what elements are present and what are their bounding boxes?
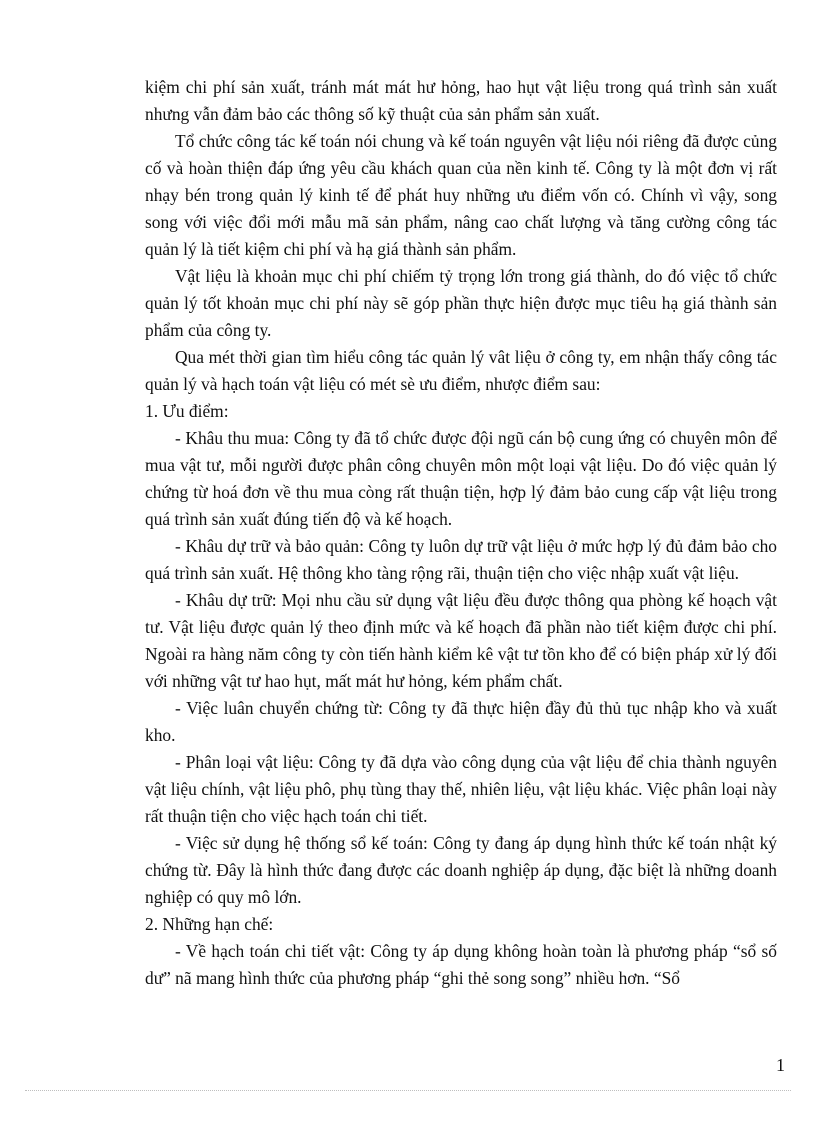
paragraph-observation-intro: Qua mét thời gian tìm hiểu công tác quản lý vât liệu ở công ty, em nhận thấy công tác quản lý và hạch toán vật liệu có mét sè ưu điểm, nhược điểm sau: [145, 347, 777, 394]
paragraph-detail-accounting: - Về hạch toán chi tiết vật: Công ty áp dụng không hoàn toàn là phương pháp “sổ số dư” nã mang hình thức của phương pháp “ghi thẻ song song” nhiều hơn. “Sổ [145, 941, 777, 988]
paragraph-document-flow: - Việc luân chuyển chứng từ: Công ty đã thực hiện đầy đủ thủ tục nhập kho và xuất kho. [145, 698, 777, 745]
document-body [145, 74, 777, 992]
section-heading-advantages: 1. Ưu điểm: [145, 401, 229, 421]
paragraph-reserve: - Khâu dự trữ: Mọi nhu cầu sử dụng vật liệu đều được thông qua phòng kế hoạch vật tư. Vật liệu được quản lý theo định mức và kế hoạch đã phần nào tiết kiệm được chi phí. Ngoài ra hàng năm công ty còn tiến hành kiểm kê vật tư tồn kho để có biện pháp xử lý đối với những vật tư hao hụt, mất mát hư hỏng, kém phẩm chất. [145, 590, 777, 691]
paragraph-ledger-system: - Việc sử dụng hệ thống sổ kế toán: Công ty đang áp dụng hình thức kế toán nhật ký chứng từ. Đây là hình thức đang được các doanh nghiệp áp dụng, đặc biệt là những doanh nghiệp có quy mô lớn. [145, 833, 777, 907]
paragraph-accounting-organization: Tổ chức công tác kế toán nói chung và kế toán nguyên vật liệu nói riêng đã được củng cố và hoàn thiện đáp ứng yêu cầu khách quan của nền kinh tế. Công ty là một đơn vị rất nhạy bén trong quản lý kinh tế để phát huy những ưu điểm vốn có. Chính vì vậy, song song với việc đổi mới mẫu mã sản phẩm, nâng cao chất lượng và tăng cường công tác quản lý là tiết kiệm chi phí và hạ giá thành sản phẩm. [145, 131, 777, 259]
page-number: 1 [776, 1055, 785, 1075]
section-heading-limitations: 2. Những hạn chế: [145, 914, 274, 934]
paragraph-storage: - Khâu dự trữ và bảo quản: Công ty luôn dự trữ vật liệu ở mức hợp lý đủ đảm bảo cho quá trình sản xuất. Hệ thông kho tàng rộng rãi, thuận tiện cho việc nhập xuất vật liệu. [145, 536, 777, 583]
paragraph-classification: - Phân loại vật liệu: Công ty đã dựa vào công dụng của vật liệu để chia thành nguyên vật liệu chính, vật liệu phô, phụ tùng thay thế, nhiên liệu, vật liệu khác. Việc phân loại này rất thuận tiện cho việc hạch toán chi tiết. [145, 752, 777, 826]
paragraph-continuation: kiệm chi phí sản xuất, tránh mát mát hư hỏng, hao hụt vật liệu trong quá trình sản xuất nhưng vẫn đảm bảo các thông số kỹ thuật của sản phẩm sản xuất. [145, 77, 777, 124]
paragraph-material-cost: Vật liệu là khoản mục chi phí chiếm tỷ trọng lớn trong giá thành, do đó việc tổ chức quản lý tốt khoản mục chi phí này sẽ góp phần thực hiện được mục tiêu hạ giá thành sản phẩm của công ty. [145, 266, 777, 340]
paragraph-purchasing: - Khâu thu mua: Công ty đã tổ chức được đội ngũ cán bộ cung ứng có chuyên môn để mua vật tư, mỗi người được phân công chuyên môn một loại vật liệu. Do đó việc quản lý chứng từ hoá đơn về thu mua còng rất thuận tiện, hợp lý đảm bảo cung cấp vật liệu trong quá trình sản xuất đúng tiến độ và kế hoạch. [145, 428, 777, 529]
page-bottom-divider [25, 1090, 791, 1091]
